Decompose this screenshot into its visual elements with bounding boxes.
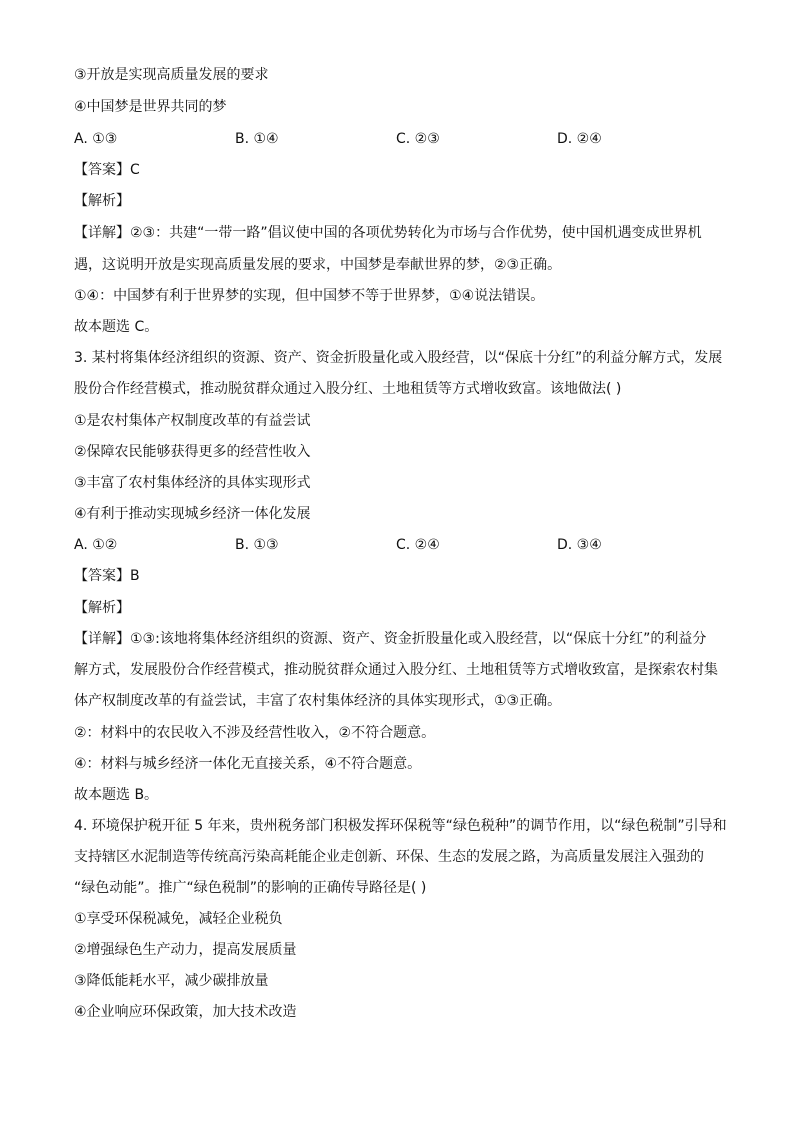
q4-stem-line-2: 支持辖区水泥制造等传统高污染高耗能企业走创新、环保、生态的发展之路，为高质量发展注入强劲的 [74, 849, 704, 865]
q3-option-d: D. ③④ [557, 537, 602, 553]
answer-label: 【答案】 [74, 162, 130, 178]
q2-detail-line-1 [74, 224, 702, 242]
q2-analysis-label: 【解析】 [74, 193, 130, 209]
q2-item-4: ④中国梦是世界共同的梦 [74, 99, 227, 115]
q3-item-4: ④有利于推动实现城乡经济一体化发展 [74, 506, 311, 522]
q2-option-d: D. ②④ [557, 131, 602, 147]
q3-answer [74, 567, 140, 585]
q2-conclusion: 故本题选 C。 [74, 319, 159, 335]
q3-conclusion: 故本题选 B。 [74, 787, 159, 803]
q3-detail-line-2: 解方式，发展股份合作经营模式，推动脱贫群众通过入股分红、土地租赁等方式增收致富，是探索农村集 [74, 662, 718, 678]
q3-stem-line-1: 3. 某村将集体经济组织的资源、资产、资金折股量化或入股经营，以“保底十分红”的利益分解方式，发展 [74, 350, 723, 366]
q3-options [74, 536, 724, 554]
q2-item-3: ③开放是实现高质量发展的要求 [74, 67, 269, 83]
q3-item-1: ①是农村集体产权制度改革的有益尝试 [74, 413, 311, 429]
detail-text: ②③：共建“一带一路”倡议使中国的各项优势转化为市场与合作优势，使中国机遇变成世界机 [130, 225, 702, 241]
q3-option-a: A. ①② [74, 537, 118, 553]
detail-label: 【详解】 [74, 631, 130, 647]
q4-item-4: ④企业响应环保政策，加大技术改造 [74, 1004, 297, 1020]
q3-detail-line-3: 体产权制度改革的有益尝试，丰富了农村集体经济的具体实现形式，①③正确。 [74, 693, 562, 709]
q3-detail-line-4: ②：材料中的农民收入不涉及经营性收入，②不符合题意。 [74, 725, 436, 741]
q3-option-b: B. ①③ [235, 537, 279, 553]
q2-option-c: C. ②③ [396, 131, 440, 147]
q4-item-1: ①享受环保税减免，减轻企业税负 [74, 911, 283, 927]
q4-item-2: ②增强绿色生产动力，提高发展质量 [74, 942, 297, 958]
q4-stem-line-1: 4. 环境保护税开征 5 年来，贵州税务部门积极发挥环保税等“绿色税种”的调节作用，以“绿色税制”引导和 [74, 818, 727, 834]
q2-option-a: A. ①③ [74, 131, 118, 147]
detail-text: ①③:该地将集体经济组织的资源、资产、资金折股量化或入股经营，以“保底十分红”的利益分 [130, 631, 707, 647]
q3-detail-line-1 [74, 630, 706, 648]
q2-option-b: B. ①④ [235, 131, 279, 147]
q3-analysis-label: 【解析】 [74, 600, 130, 616]
answer-value: B [130, 568, 140, 584]
q2-answer [74, 161, 140, 179]
q3-stem-line-2: 股份合作经营模式，推动脱贫群众通过入股分红、土地租赁等方式增收致富。该地做法( ) [74, 381, 622, 397]
q3-detail-line-5: ④：材料与城乡经济一体化无直接关系，④不符合题意。 [74, 756, 422, 772]
detail-label: 【详解】 [74, 225, 130, 241]
q4-stem-line-3: “绿色动能”。推广“绿色税制”的影响的正确传导路径是( ) [74, 880, 427, 896]
answer-value: C [130, 162, 140, 178]
q3-item-2: ②保障农民能够获得更多的经营性收入 [74, 444, 311, 460]
q3-item-3: ③丰富了农村集体经济的具体实现形式 [74, 475, 311, 491]
q2-detail-line-2: 遇，这说明开放是实现高质量发展的要求，中国梦是奉献世界的梦，②③正确。 [74, 257, 562, 273]
answer-label: 【答案】 [74, 568, 130, 584]
q4-item-3: ③降低能耗水平，减少碳排放量 [74, 973, 269, 989]
q2-detail-line-3: ①④：中国梦有利于世界梦的实现，但中国梦不等于世界梦，①④说法错误。 [74, 288, 545, 304]
q2-options [74, 130, 724, 148]
q3-option-c: C. ②④ [396, 537, 440, 553]
